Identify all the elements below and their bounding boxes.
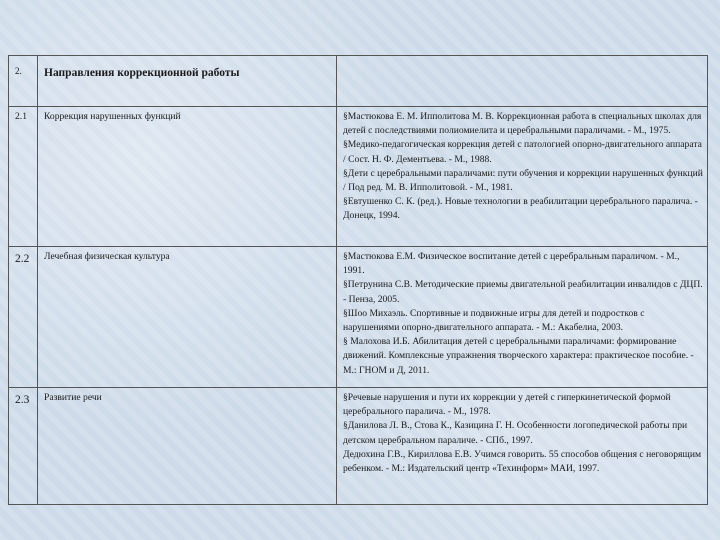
table-row xyxy=(9,107,708,247)
literature-item: §Мастюкова Е. М. Ипполитова М. В. Коррекционная работа в специальных школах для детей с последствиями полиомиелита и церебральными параличами. - М., 1975. xyxy=(343,111,702,137)
table-row xyxy=(9,247,708,388)
literature-item: §Медико-педагогическая коррекция детей с патологией опорно-двигательного аппарата / Сост. Н. Ф. Дементьева. - М., 1988. xyxy=(343,139,702,165)
table-row xyxy=(9,388,708,505)
literature-item: §Данилова Л. В., Стова К., Казицина Г. Н. Особенности логопедической работы при детском церебральном параличе. - СПб., 1997. xyxy=(343,420,688,446)
row-literature xyxy=(337,388,708,505)
table-header-row xyxy=(9,56,708,107)
row-literature xyxy=(337,107,708,247)
literature-item: §Петрунина С.В. Методические приемы двигательной реабилитации инвалидов с ДЦП. - Пенза, 2005. xyxy=(343,279,703,305)
section-title: Направления коррекционной работы xyxy=(38,56,337,107)
literature-item: §Дети с церебральными параличами: пути обучения и коррекции нарушенных функций / Под ред. М. В. Ипполитовой. - М., 1981. xyxy=(343,167,703,194)
literature-item: Дедюхина Г.В., Кириллова Е.В. Учимся говорить. 55 способов общения с неговорящим ребенком. - М.: Издательский центр «Техинформ» МАИ, 1997. xyxy=(343,448,702,475)
header-empty-cell xyxy=(337,56,708,107)
row-literature xyxy=(337,247,708,388)
literature-item: §Шоо Михаэль. Спортивные и подвижные игры для детей и подростков с нарушениями опорно-двигательного аппарата. - М.: Акабелиа, 2003. xyxy=(343,307,645,334)
literature-item: §Речевые нарушения и пути их коррекции у детей с гиперкинетической формой церебрального паралича. - М., 1978. xyxy=(343,392,671,418)
literature-item: § Малохова И.Б. Абилитация детей с церебральными параличами: формирование движений. Комплексные упражнения творческого характера: практическое пособие. - М.: ГНОМ и Д, 2011. xyxy=(343,336,694,376)
row-direction: Лечебная физическая культура xyxy=(38,247,337,388)
row-direction: Коррекция нарушенных функций xyxy=(38,107,337,247)
correction-directions-table xyxy=(8,55,708,505)
row-direction: Развитие речи xyxy=(38,388,337,505)
row-number: 2.3 xyxy=(9,388,38,505)
literature-item: §Евтушенко С. К. (ред.). Новые технологии в реабилитации церебрального паралича. - Донецк, 1994. xyxy=(343,196,698,222)
literature-item: §Мастюкова Е.М. Физическое воспитание детей с церебральным параличом. - М., 1991. xyxy=(343,251,680,277)
row-number: 2.2 xyxy=(9,247,38,388)
row-number: 2.1 xyxy=(9,107,38,247)
section-number: 2. xyxy=(9,56,38,107)
